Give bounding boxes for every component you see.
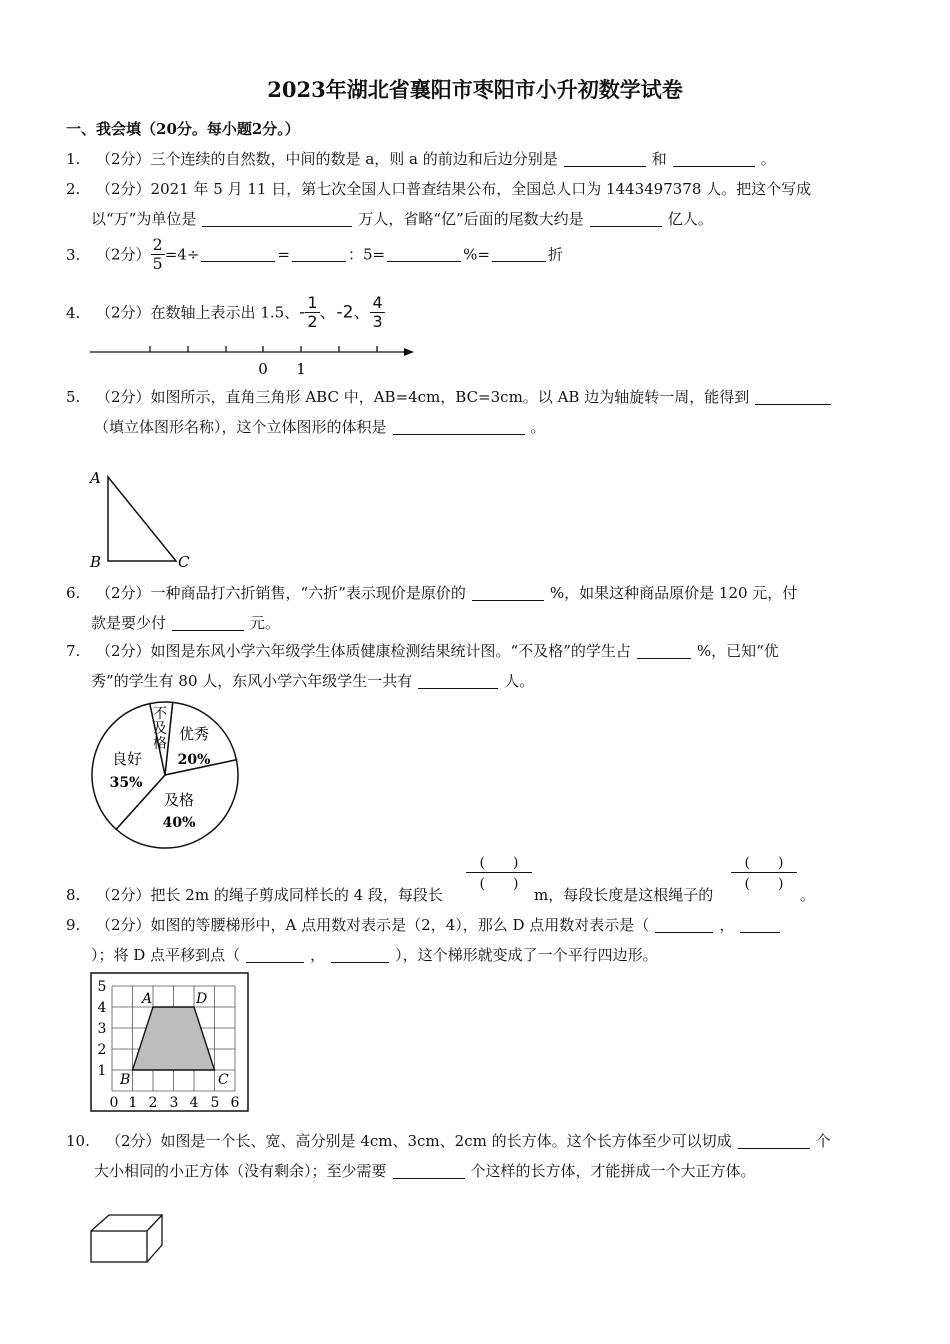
question-text: 和 [651, 150, 667, 168]
question-text: 元。 [250, 614, 281, 632]
question-text: 。 [800, 886, 816, 904]
question-number: 10. [66, 1132, 90, 1150]
question-text: 万人，省略“亿”后面的尾数大约是 [358, 210, 584, 228]
question-text: 个 [815, 1132, 831, 1150]
question-text: （2分）在数轴上表示出 1.5、 [96, 303, 300, 322]
answer-blank[interactable] [755, 389, 831, 405]
answer-blank[interactable] [590, 211, 662, 227]
question-7-line2 [91, 670, 534, 691]
slice-label-good: 良好 [111, 750, 143, 768]
question-text: ：5= [348, 245, 386, 264]
label-b: B [90, 553, 102, 571]
point-c-label: C [218, 1072, 229, 1088]
question-text: （2分） [96, 245, 151, 264]
answer-blank[interactable] [655, 917, 713, 933]
answer-blank[interactable] [738, 1133, 810, 1149]
answer-blank[interactable] [292, 246, 346, 262]
tick-label-0: 0 [258, 360, 268, 378]
question-8 [66, 884, 443, 905]
slice-label-pass: 及格 [163, 791, 195, 809]
question-text: 个这样的长方体，才能拼成一个大正方体。 [470, 1162, 756, 1180]
page-title: 2023年湖北省襄阳市枣阳市小升初数学试卷 [267, 77, 683, 102]
pie-chart [88, 698, 242, 852]
question-10-line2 [94, 1160, 756, 1181]
x-label-4: 4 [189, 1095, 199, 1111]
slice-label-excellent: 优秀 [178, 725, 210, 743]
x-label-0: 0 [109, 1095, 119, 1111]
fraction: $\frac{2}{5}$ [152, 235, 163, 273]
question-number: 3. [66, 245, 81, 264]
question-9 [66, 914, 786, 935]
question-text: 。 [760, 150, 776, 168]
y-label-2: 2 [97, 1042, 107, 1058]
x-label-6: 6 [230, 1095, 240, 1111]
question-text: =4÷ [164, 245, 200, 264]
question-text: 款是要少付 [91, 614, 167, 632]
question-text: （2分）2021 年 5 月 11 日，第七次全国人口普查结果公布，全国总人口为 1443497378 人。把这个写成 [96, 180, 812, 198]
answer-blank[interactable] [387, 246, 461, 262]
question-6-line2 [91, 612, 280, 633]
question-text: （2分）如图是一个长、宽、高分别是 4cm、3cm、2cm 的长方体。这个长方体至少可以切成 [106, 1132, 732, 1150]
x-label-3: 3 [169, 1095, 179, 1111]
fraction: $\frac{1}{2}$ [307, 293, 318, 331]
fraction-answer-2[interactable] [731, 852, 797, 893]
question-number: 5. [66, 388, 81, 406]
answer-blank[interactable] [740, 917, 780, 933]
question-text: ， [310, 946, 326, 964]
question-number: 7. [66, 642, 81, 660]
point-a-label: A [142, 991, 153, 1007]
fraction: $\frac{4}{3}$ [372, 293, 383, 331]
question-8-mid [534, 884, 713, 905]
question-text: %= [463, 245, 490, 264]
slice-label-fail-2: 及 [153, 721, 167, 737]
answer-blank[interactable] [202, 211, 352, 227]
answer-blank[interactable] [673, 151, 755, 167]
question-number: 9. [66, 916, 81, 934]
question-number: 8. [66, 886, 81, 904]
question-text: 折 [547, 245, 563, 264]
question-text: （2分）如图所示，直角三角形 ABC 中，AB=4cm，BC=3cm。以 AB 边为轴旋转一周，能得到 [96, 388, 750, 406]
slice-label-good-pct: 35% [109, 775, 143, 791]
y-label-1: 1 [97, 1063, 107, 1079]
slice-label-excellent-pct: 20% [177, 752, 211, 768]
answer-blank[interactable] [246, 947, 304, 963]
y-label-4: 4 [97, 1000, 107, 1016]
question-3 [66, 236, 563, 273]
answer-blank[interactable] [492, 246, 546, 262]
cuboid-figure [88, 1212, 168, 1266]
answer-blank[interactable] [331, 947, 389, 963]
number-line [88, 340, 418, 380]
grid-trapezoid-figure [90, 972, 250, 1114]
question-2 [66, 178, 811, 199]
y-label-3: 3 [97, 1021, 107, 1037]
question-text: m，每段长度是这根绳子的 [534, 886, 714, 904]
question-text: 秀”的学生有 80 人，东风小学六年级学生一共有 [91, 672, 413, 690]
question-text: 、-2、 [319, 302, 371, 323]
tick-label-1: 1 [296, 360, 306, 378]
answer-blank[interactable] [201, 246, 275, 262]
slice-label-pass-pct: 40% [162, 815, 196, 831]
triangle-figure [86, 465, 206, 575]
question-9-line2 [91, 944, 658, 965]
question-number: 4. [66, 303, 81, 322]
question-text: （2分）如图是东风小学六年级学生体质健康检测结果统计图。“不及格”的学生占 [96, 642, 631, 660]
numerator-blank[interactable]: ( ) [744, 855, 784, 871]
point-b-label: B [120, 1072, 131, 1088]
x-label-2: 2 [148, 1095, 158, 1111]
question-number: 6. [66, 584, 81, 602]
question-number: 2. [66, 180, 81, 198]
question-text: （填立体图形名称），这个立体图形的体积是 [94, 418, 387, 436]
question-text: = [277, 245, 290, 264]
question-text: 。 [530, 418, 546, 436]
question-text: 亿人。 [667, 210, 713, 228]
question-5 [66, 386, 837, 407]
question-text: （2分）把长 2m 的绳子剪成同样长的 4 段，每段长 [96, 886, 443, 904]
answer-blank[interactable] [393, 1163, 465, 1179]
y-label-5: 5 [97, 979, 107, 995]
question-text: 以“万”为单位是 [91, 210, 197, 228]
question-6 [66, 582, 797, 603]
denominator-blank[interactable]: ( ) [731, 872, 797, 893]
denominator-blank[interactable]: ( ) [466, 872, 532, 893]
answer-blank[interactable] [472, 585, 544, 601]
question-text: %，如果这种商品原价是 120 元，付 [549, 584, 798, 602]
question-text: %，已知“优 [696, 642, 779, 660]
question-1 [66, 148, 776, 169]
question-5-line2 [94, 416, 546, 437]
question-text: （2分）三个连续的自然数，中间的数是 a，则 a 的前边和后边分别是 [96, 150, 558, 168]
fraction-answer-1[interactable] [466, 852, 532, 893]
label-c: C [178, 553, 190, 571]
minus-sign: - [299, 302, 306, 323]
point-d-label: D [196, 991, 208, 1007]
numerator-blank[interactable]: ( ) [479, 855, 519, 871]
answer-blank[interactable] [637, 643, 691, 659]
question-text: （2分）如图的等腰梯形中，A 点用数对表示是（2，4），那么 D 点用数对表示是（ [96, 916, 650, 934]
question-text: ）；将 D 点平移到点（ [91, 946, 241, 964]
answer-blank[interactable] [418, 673, 498, 689]
x-label-5: 5 [210, 1095, 220, 1111]
question-number: 1. [66, 150, 81, 168]
question-text: ），这个梯形就变成了一个平行四边形。 [395, 946, 658, 964]
slice-label-fail-1: 不 [153, 706, 167, 722]
label-a: A [90, 469, 101, 487]
slice-label-fail-3: 格 [153, 736, 167, 752]
question-text: 大小相同的小正方体（没有剩余）；至少需要 [94, 1162, 387, 1180]
question-text: （2分）一种商品打六折销售，“六折”表示现价是原价的 [96, 584, 466, 602]
answer-blank[interactable] [393, 419, 525, 435]
answer-blank[interactable] [564, 151, 646, 167]
x-label-1: 1 [128, 1095, 138, 1111]
question-text: ， [719, 916, 735, 934]
question-8-end [800, 884, 815, 905]
question-2-line2 [91, 208, 713, 229]
question-text: 人。 [504, 672, 535, 690]
question-10 [66, 1130, 831, 1151]
question-7 [66, 640, 779, 661]
question-4 [66, 294, 385, 331]
answer-blank[interactable] [172, 615, 244, 631]
section-heading: 一、我会填（20分。每小题2分。） [66, 120, 300, 138]
